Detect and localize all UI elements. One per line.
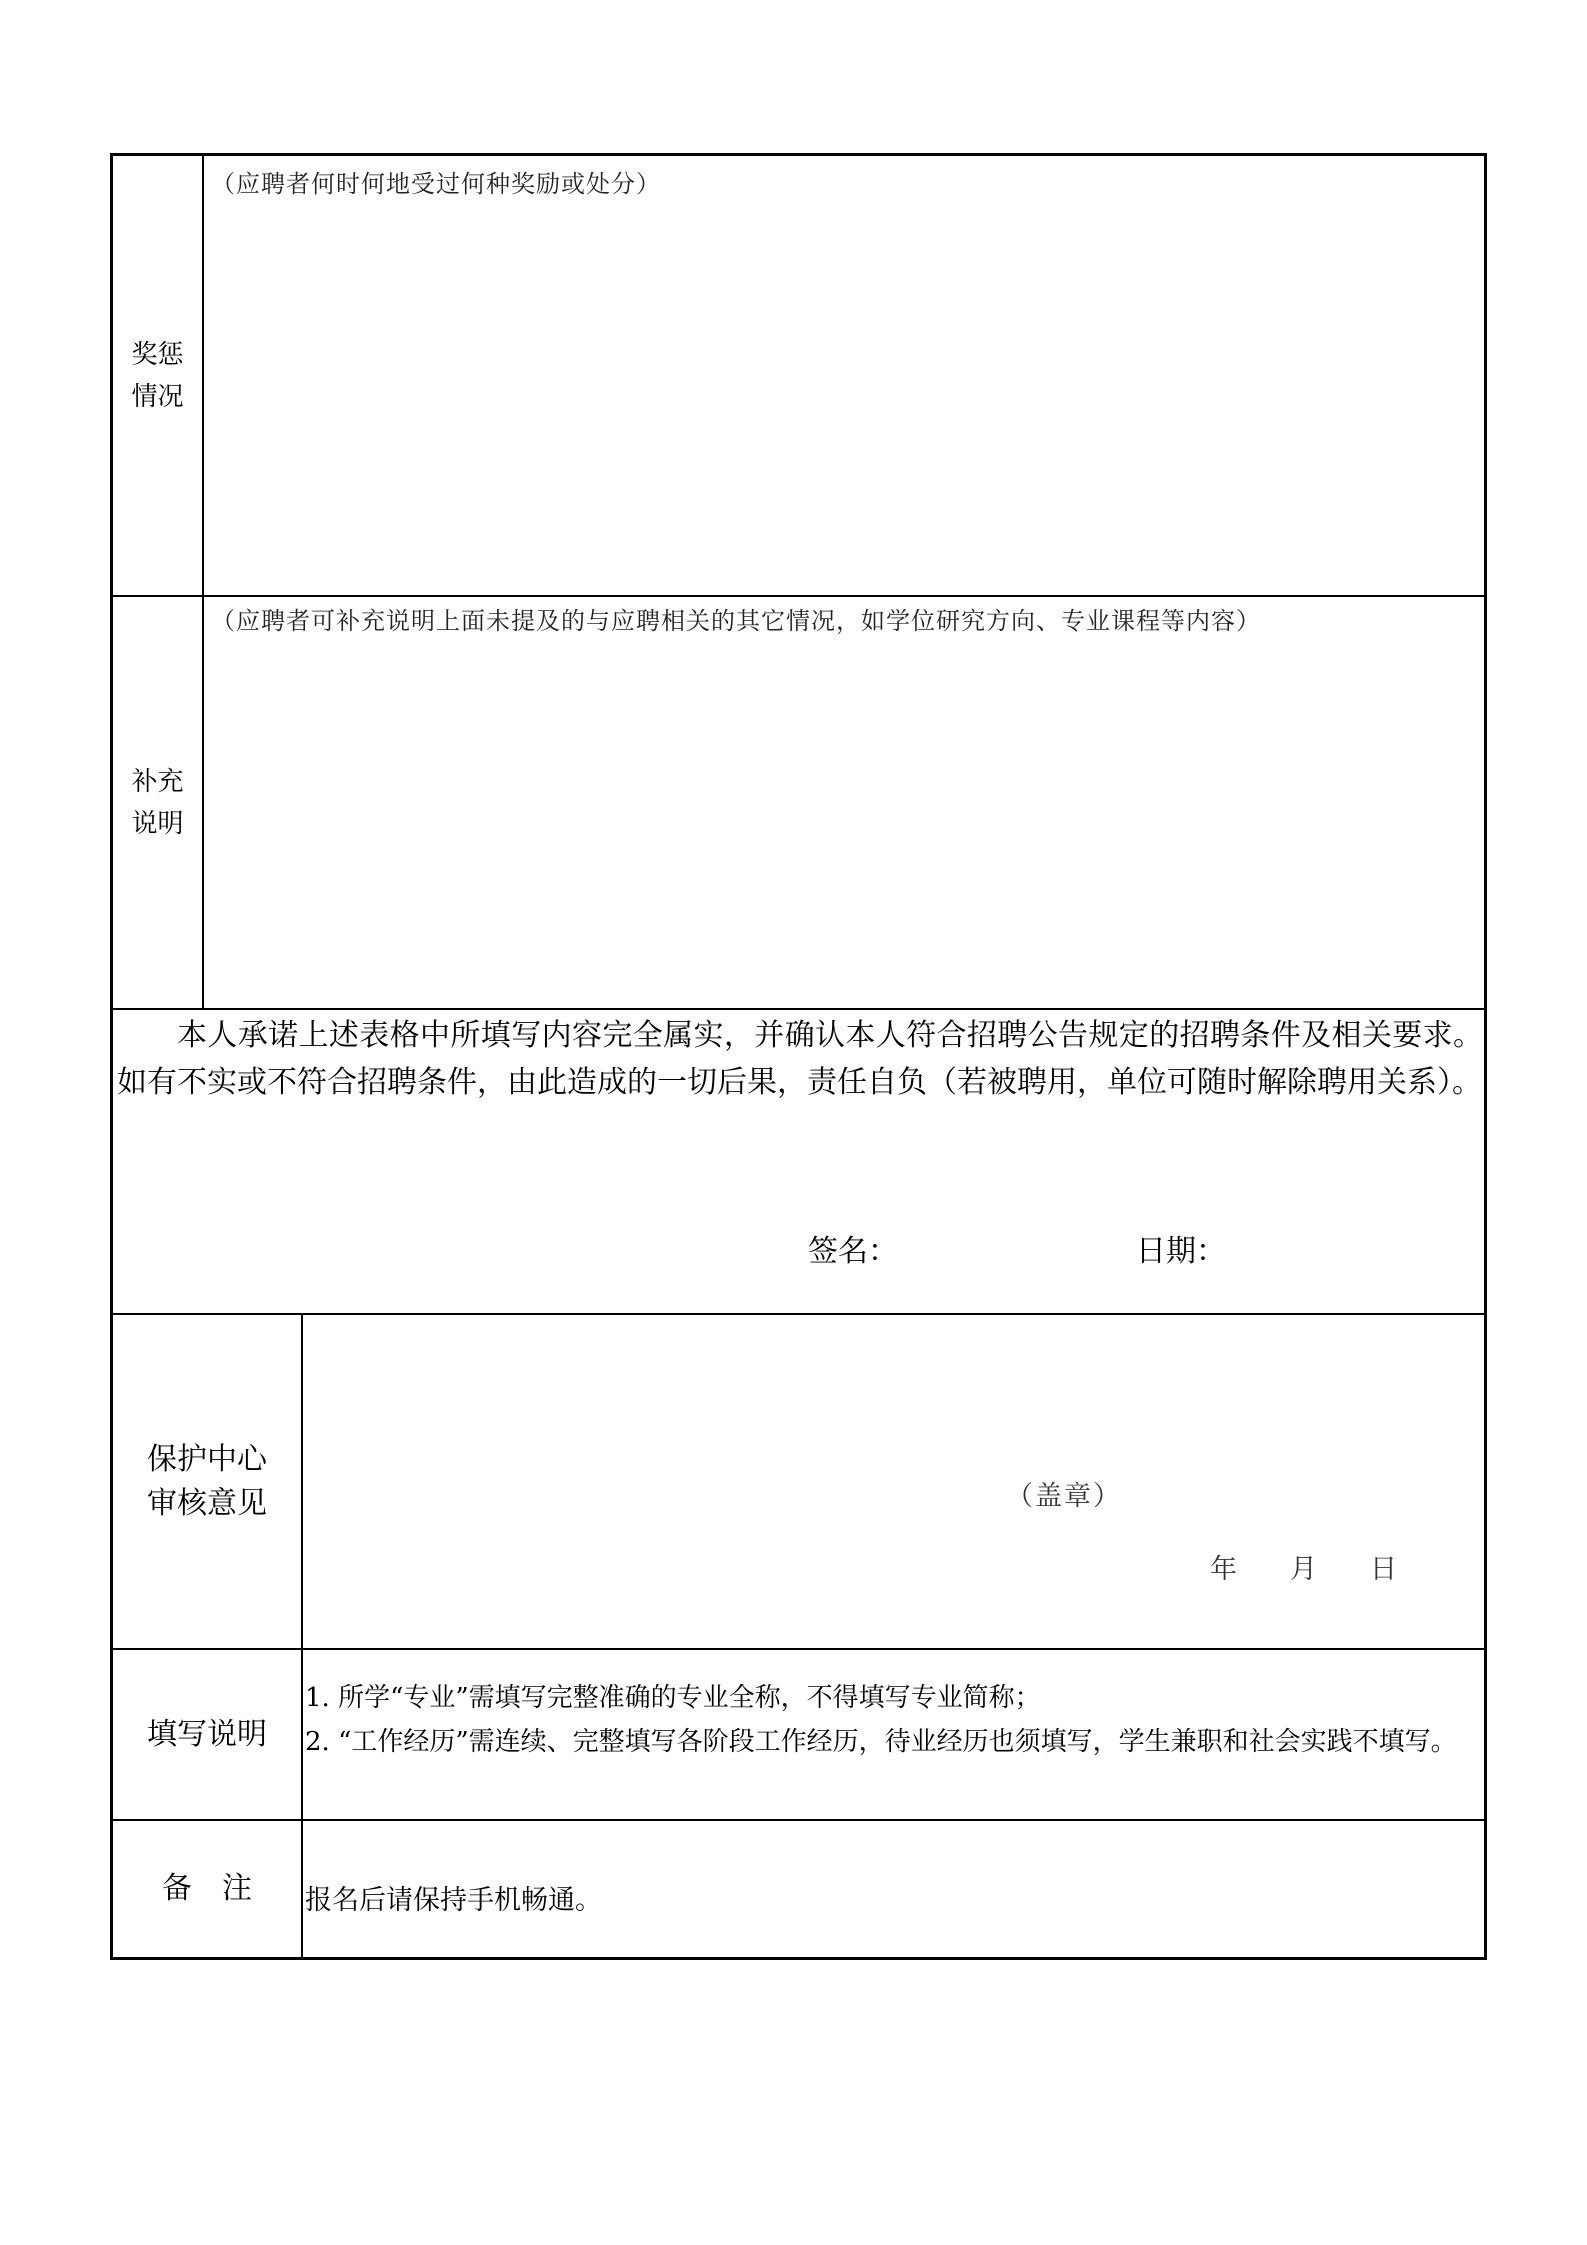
row-divider-rewards	[113, 595, 1484, 597]
supplement-label-line1: 补充	[131, 766, 184, 797]
instructions-list	[305, 1676, 1485, 1764]
review-year: 年	[1210, 1554, 1239, 1585]
review-label-line2: 审核意见	[147, 1485, 267, 1521]
supplement-label	[113, 597, 202, 1008]
column-divider-lower	[301, 1313, 303, 1957]
date-field[interactable]	[1231, 1218, 1481, 1264]
review-day: 日	[1370, 1554, 1399, 1585]
remarks-label: 备 注	[162, 1871, 252, 1906]
row-divider-pledge	[113, 1313, 1484, 1315]
row-divider-instructions	[113, 1819, 1484, 1821]
review-label-line1: 保护中心	[147, 1441, 267, 1477]
rewards-label	[113, 156, 202, 595]
rewards-label-line2: 情况	[131, 381, 184, 412]
supplement-hint: （应聘者可补充说明上面未提及的与应聘相关的其它情况，如学位研究方向、专业课程等内容）	[211, 607, 1261, 635]
date-label: 日期：	[1136, 1234, 1226, 1269]
signature-label: 签名：	[808, 1234, 898, 1269]
column-divider-upper	[202, 156, 204, 1008]
rewards-label-line1: 奖惩	[131, 339, 184, 370]
review-month: 月	[1290, 1554, 1319, 1585]
supplement-label-line2: 说明	[131, 808, 184, 839]
supplement-input-area[interactable]	[205, 638, 1481, 1006]
rewards-input-area[interactable]	[205, 200, 1481, 592]
review-opinion-area[interactable]	[305, 1317, 1481, 1647]
seal-placeholder: （盖章）	[1006, 1481, 1122, 1512]
row-divider-review	[113, 1648, 1484, 1650]
review-label	[113, 1315, 301, 1648]
rewards-hint: （应聘者何时何地受过何种奖励或处分）	[211, 170, 661, 198]
application-form-table	[110, 153, 1487, 1960]
row-divider-supplement	[113, 1008, 1484, 1010]
pledge-text: 本人承诺上述表格中所填写内容完全属实，并确认本人符合招聘公告规定的招聘条件及相关要求。如有不实或不符合招聘条件，由此造成的一切后果，责任自负（若被聘用，单位可随时解除聘用关系）。	[117, 1018, 1483, 1100]
remarks-text: 报名后请保持手机畅通。	[305, 1885, 602, 1916]
instructions-label: 填写说明	[147, 1716, 267, 1752]
instruction-item-1: 1. 所学“专业”需填写完整准确的专业全称，不得填写专业简称；	[305, 1683, 1041, 1713]
instruction-item-2: 2. “工作经历”需连续、完整填写各阶段工作经历，待业经历也须填写，学生兼职和社会实践不填写。	[305, 1727, 1457, 1757]
